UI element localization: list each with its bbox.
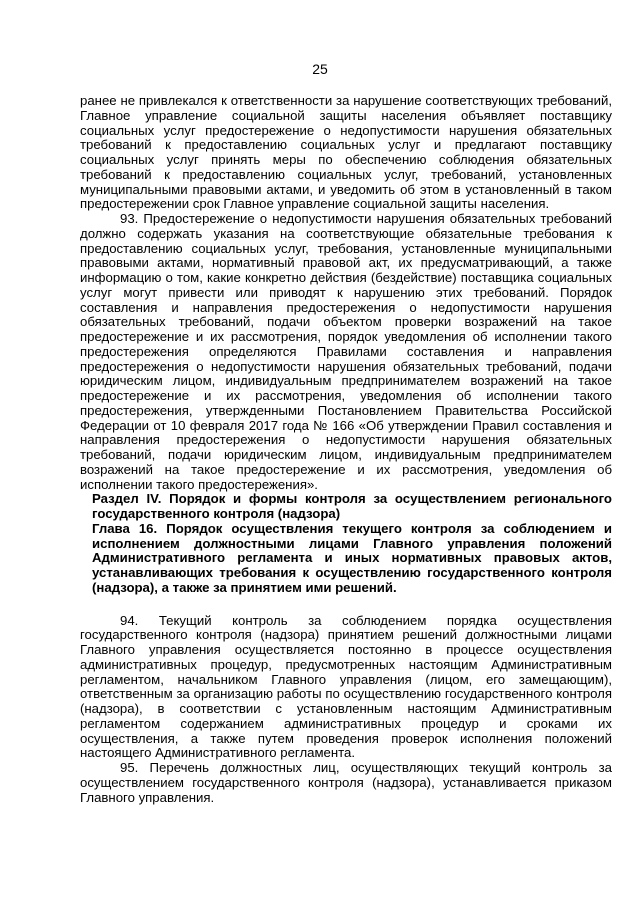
- document-body: [80, 94, 612, 805]
- page-number: 25: [312, 61, 328, 77]
- section-title: Раздел IV. Порядок и формы контроля за осуществлением регионального государственного контроля (надзора): [92, 491, 612, 521]
- paragraph-continuation: ранее не привлекался к ответственности за нарушение соответствующих требований, Главное управление социальной защиты населения объявляет поставщику социальных услуг предостережение о недопустимости нарушения обязательных требований к предоставлению социальных услуг и предлагают поставщику социальных услуг принять меры по обеспечению соблюдения обязательных требований к предоставлению социальных услуг, требований, установленных муниципальными правовыми актами, и уведомить об этом в установленный в таком предостережении срок Главное управление социальной защиты населения.: [80, 93, 612, 212]
- paragraph-95: 95. Перечень должностных лиц, осуществляющих текущий контроль за осуществлением государственного контроля (надзора), устанавливается приказом Главного управления.: [80, 760, 612, 805]
- paragraph-93: 93. Предостережение о недопустимости нарушения обязательных требований должно содержать указания на соответствующие обязательные требования к предоставлению социальных услуг, требования, установленные муниципальными правовыми актами, нормативный правовой акт, их предусматривающий, а также информацию о том, какие конкретно действия (бездействие) поставщика социальных услуг могут привести или приводят к нарушению этих требований. Порядок составления и направления предостережения о недопустимости нарушения обязательных требований, подачи объектом проверки возражений на такое предостережение и их рассмотрения, порядок уведомления об исполнении такого предостережения определяются Правилами составления и направления предостережения о недопустимости нарушения обязательных требований, подачи юридическим лицом, индивидуальным предпринимателем возражений на такое предостережение и их рассмотрения, уведомления об исполнении такого предостережения, утвержденными Постановлением Правительства Российской Федерации от 10 февраля 2017 года № 166 «Об утверждении Правил составления и направления предостережения о недопустимости нарушения обязательных требований, подачи юридическим лицом, индивидуальным предпринимателем возражений на такое предостережение и их рассмотрения, уведомления об исполнении такого предостережения».: [80, 211, 612, 492]
- paragraph-94: 94. Текущий контроль за соблюдением порядка осуществления государственного контроля (надзора) принятием решений должностными лицами Главного управления осуществляется постоянно в процессе осуществления административных процедур, предусмотренных настоящим Административным регламентом, начальником Главного управления (лицом, его замещающим), ответственным за организацию работы по осуществлению государственного контроля (надзора), в соответствии с установленным настоящим Административным регламентом содержанием административных процедур и сроками их осуществления, а также путем проведения проверок исполнения положений настоящего Административного регламента.: [80, 612, 612, 761]
- chapter-title: Глава 16. Порядок осуществления текущего контроля за соблюдением и исполнением должностными лицами Главного управления положений Административного регламента и иных нормативных правовых актов, устанавливающих требования к осуществлению государственного контроля (надзора), а также за принятием ими решений.: [92, 520, 612, 595]
